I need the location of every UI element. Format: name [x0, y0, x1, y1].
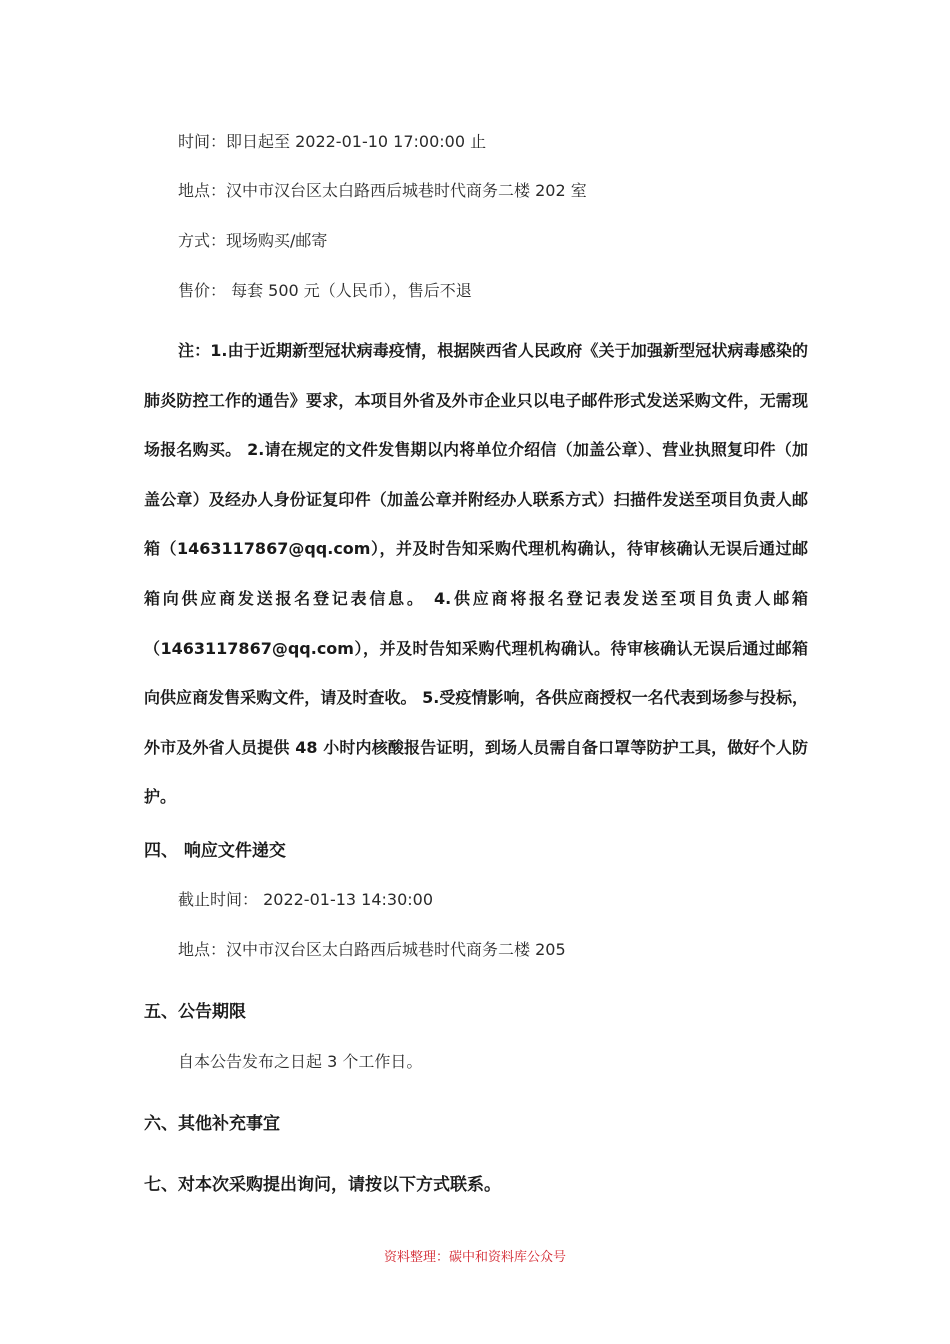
announcement-period: 自本公告发布之日起 3 个工作日。: [178, 1052, 423, 1071]
footer-source: 资料整理：碳中和资料库公众号: [383, 1250, 566, 1265]
section-5-heading: 五、公告期限: [144, 1002, 246, 1022]
sale-method: 方式：现场购买/邮寄: [178, 231, 328, 250]
section-7-heading: 七、对本次采购提出询问，请按以下方式联系。: [144, 1175, 501, 1195]
epidemic-note: 注：1.由于近期新型冠状病毒疫情，根据陕西省人民政府《关于加强新型冠状病毒感染的肺炎防控工作的通告》要求，本项目外省及外市企业只以电子邮件形式发送采购文件，无需现场报名购买。 2.请在规定的文件发售期以内将单位介绍信（加盖公章）、营业执照复印件（加盖公章）及经办人身份证复印件（加盖公章并附经办人联系方式）扫描件发送至项目负责人邮箱（1463117867@qq.com），并及时告知采购代理机构确认，待审核确认无误后通过邮箱向供应商发送报名登记表信息。 4.供应商将报名登记表发送至项目负责人邮箱（1463117867@qq.com），并及时告知采购代理机构确认。待审核确认无误后通过邮箱向供应商发售采购文件，请及时查收。 5.受疫情影响，各供应商授权一名代表到场参与投标，外市及外省人员提供 48 小时内核酸报告证明，到场人员需自备口罩等防护工具，做好个人防护。: [144, 341, 808, 807]
sale-place: 地点：汉中市汉台区太白路西后城巷时代商务二楼 202 室: [178, 181, 587, 200]
sale-price: 售价： 每套 500 元（人民币），售后不退: [178, 281, 472, 300]
section-4-heading: 四、 响应文件递交: [144, 841, 286, 861]
sale-time: 时间：即日起至 2022-01-10 17:00:00 止: [178, 132, 487, 151]
submission-place: 地点：汉中市汉台区太白路西后城巷时代商务二楼 205: [178, 940, 566, 959]
submission-deadline: 截止时间： 2022-01-13 14:30:00: [178, 890, 434, 909]
section-6-heading: 六、其他补充事宜: [144, 1114, 280, 1134]
